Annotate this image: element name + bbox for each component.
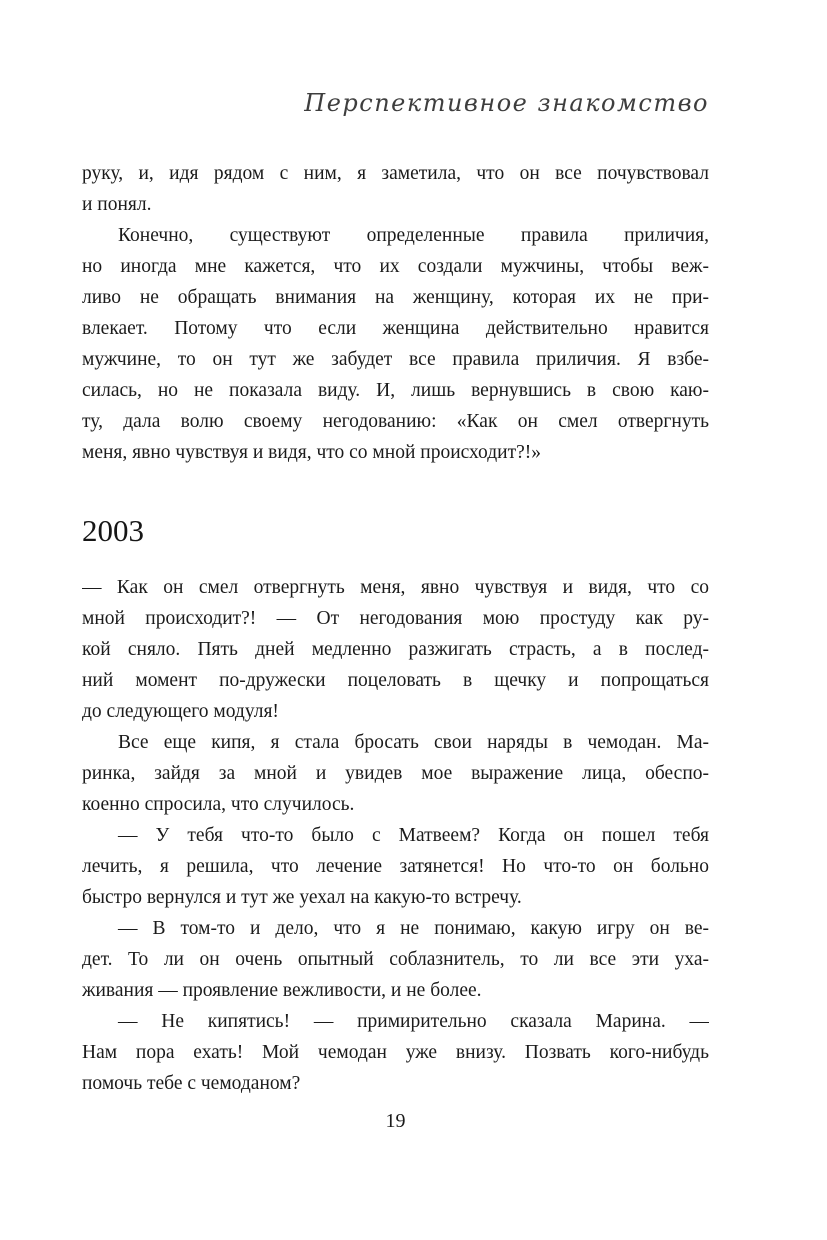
text-line: быстро вернулся и тут же уехал на какую-то встречу. — [82, 887, 522, 908]
text-line: ту, дала волю своему негодованию: «Как он смел отвергнуть — [82, 411, 709, 432]
text-line: Конечно, существуют определенные правила приличия, — [118, 225, 709, 246]
text-line: ливо не обращать внимания на женщину, которая их не при- — [82, 287, 709, 308]
section-heading: 2003 — [82, 513, 144, 548]
text-line: до следующего модуля! — [82, 701, 279, 722]
text-line: Нам пора ехать! Мой чемодан уже внизу. Позвать кого-нибудь — [82, 1042, 709, 1063]
text-line: силась, но не показала виду. И, лишь вернувшись в свою каю- — [82, 380, 709, 401]
text-line: живания — проявление вежливости, и не более. — [82, 980, 482, 1001]
text-line: коенно спросила, что случилось. — [82, 794, 355, 815]
text-line: влекает. Потому что если женщина действительно нравится — [82, 318, 709, 339]
text-line: Все еще кипя, я стала бросать свои наряды в чемодан. Ма- — [118, 732, 709, 753]
text-line: — В том-то и дело, что я не понимаю, какую игру он ве- — [118, 918, 709, 939]
text-line: и понял. — [82, 194, 152, 215]
text-line: дет. То ли он очень опытный соблазнитель, то ли все эти уха- — [82, 949, 709, 970]
text-line: лечить, я решила, что лечение затянется! Но что-то он больно — [82, 856, 709, 877]
text-line: кой сняло. Пять дней медленно разжигать страсть, а в послед- — [82, 639, 709, 660]
running-head: Перспективное знакомство — [304, 89, 709, 117]
text-line: руку, и, идя рядом с ним, я заметила, что он все почувствовал — [82, 163, 709, 184]
text-line: — Не кипятись! — примирительно сказала Марина. — — [118, 1011, 709, 1032]
text-line: меня, явно чувствуя и видя, что со мной происходит?!» — [82, 442, 542, 463]
text-line: мной происходит?! — От негодования мою простуду как ру- — [82, 608, 709, 629]
text-line: — Как он смел отвергнуть меня, явно чувствуя и видя, что со — [82, 577, 709, 598]
text-line: помочь тебе с чемоданом? — [82, 1073, 301, 1094]
text-line: но иногда мне кажется, что их создали мужчины, чтобы веж- — [82, 256, 709, 277]
text-line: — У тебя что-то было с Матвеем? Когда он пошел тебя — [118, 825, 709, 846]
text-line: мужчине, то он тут же забудет все правила приличия. Я взбе- — [82, 349, 709, 370]
text-line: ний момент по-дружески поцеловать в щечку и попрощаться — [82, 670, 709, 691]
text-line: ринка, зайдя за мной и увидев мое выражение лица, обеспо- — [82, 763, 709, 784]
text-column — [82, 88, 709, 1099]
page-number: 19 — [385, 1110, 406, 1132]
body-text — [82, 158, 709, 1099]
